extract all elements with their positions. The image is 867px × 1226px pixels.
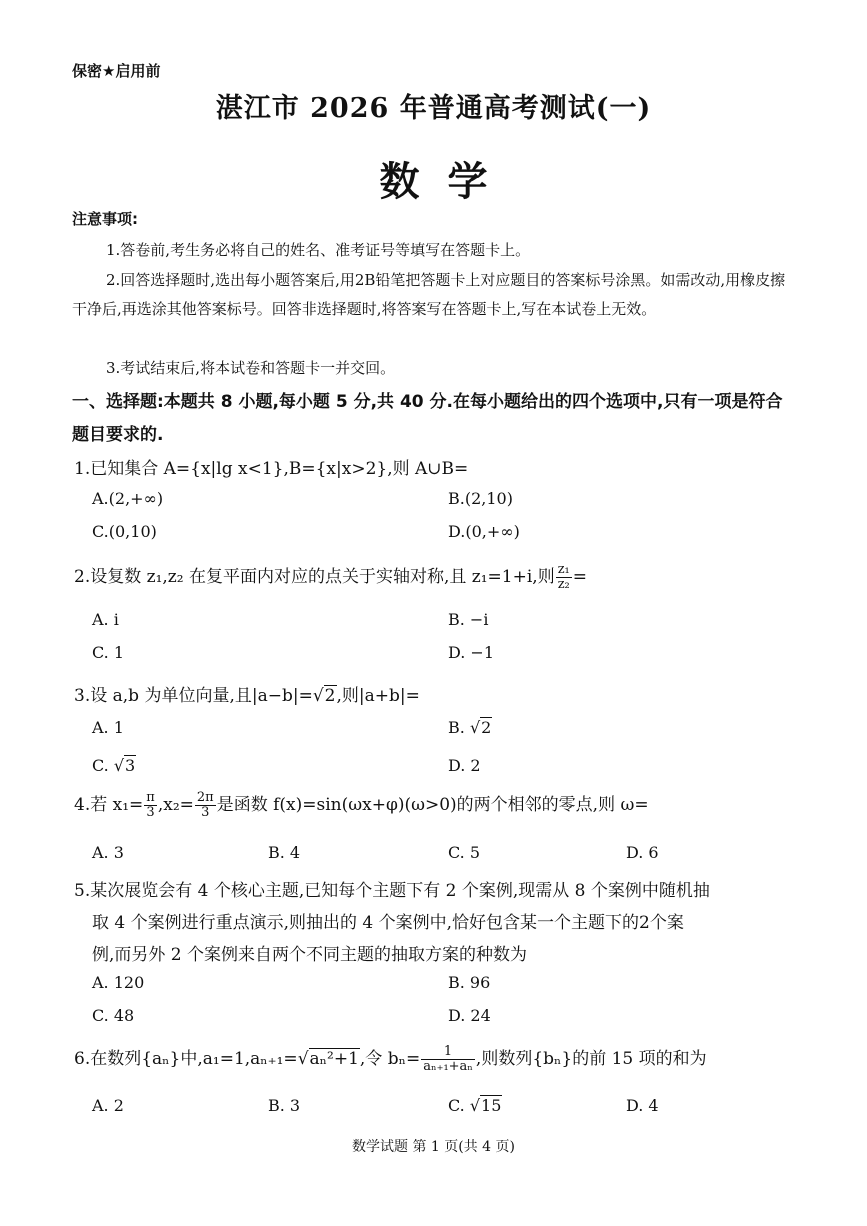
- q2-option-d: D. −1: [448, 643, 495, 662]
- question-4-stem: 4.若 x₁= $\frac{\pi}{3}$ ,x₂= $\frac{2\pi}{3}$ 是函数 f(x)=sin(ωx+φ)(ω>0)的两个相邻的零点,则 ω=: [74, 790, 649, 820]
- q1-option-b: B.(2,10): [448, 489, 513, 508]
- question-6-stem: 6.在数列{aₙ}中,a₁=1,aₙ₊₁=√aₙ²+1,令 bₙ= $\frac{1}{\text{aₙ₊₁+aₙ}}$ ,则数列{bₙ}的前 15 项的和为: [74, 1044, 707, 1074]
- q6-fraction: $\frac{1}{\text{aₙ₊₁+aₙ}}$: [423, 1044, 473, 1074]
- notice-item-3: 3.考试结束后,将本试卷和答题卡一并交回。: [106, 359, 396, 377]
- q4-option-a: A. 3: [92, 843, 124, 862]
- q4-fraction-1: $\frac{\pi}{3}$: [146, 790, 155, 820]
- q1-option-c: C.(0,10): [92, 522, 157, 541]
- q6-option-a: A. 2: [92, 1096, 124, 1115]
- question-5-stem-line-3: 例,而另外 2 个案例来自两个不同主题的抽取方案的种数为: [92, 945, 528, 965]
- q5-option-c: C. 48: [92, 1006, 135, 1025]
- q4-option-d: D. 6: [626, 843, 659, 862]
- question-2-stem: 2.设复数 z₁,z₂ 在复平面内对应的点关于实轴对称,且 z₁=1+i,则 $\frac{\text{z₁}}{\text{z₂}}$ =: [74, 562, 588, 592]
- q3-option-c: C. √3: [92, 756, 136, 775]
- q3-option-d: D. 2: [448, 756, 481, 775]
- q5-option-d: D. 24: [448, 1006, 491, 1025]
- q2-option-b: B. −i: [448, 610, 489, 629]
- question-5-stem-line-2: 取 4 个案例进行重点演示,则抽出的 4 个案例中,恰好包含某一个主题下的2个案: [92, 913, 684, 933]
- notice-heading: 注意事项:: [72, 210, 138, 228]
- q4-option-b: B. 4: [268, 843, 301, 862]
- q1-option-a: A.(2,+∞): [92, 489, 164, 508]
- section-heading: 一、选择题:本题共 8 小题,每小题 5 分,共 40 分.在每小题给出的四个选项中,只有一项是符合题目要求的.: [72, 392, 783, 445]
- q3-option-b: B. √2: [448, 718, 492, 737]
- q4-option-c: C. 5: [448, 843, 481, 862]
- exam-title: 湛江市 2026 年普通高考测试(一): [215, 93, 652, 124]
- q6-option-d: D. 4: [626, 1096, 659, 1115]
- page-footer: 数学试题 第 1 页(共 4 页): [352, 1139, 515, 1155]
- subject-title: 数学: [379, 158, 516, 205]
- q6-option-b: B. 3: [268, 1096, 301, 1115]
- question-1-stem: 1.已知集合 A={x|lg x<1},B={x|x>2},则 A∪B=: [74, 459, 469, 479]
- q1-option-d: D.(0,+∞): [448, 522, 520, 541]
- q6-option-c: C. √15: [448, 1096, 502, 1115]
- q2-option-c: C. 1: [92, 643, 125, 662]
- question-3-stem: 3.设 a,b 为单位向量,且|a−b|=√2,则|a+b|=: [74, 686, 420, 706]
- notice-item-2: 2.回答选择题时,选出每小题答案后,用2B铅笔把答题卡上对应题目的答案标号涂黑。如需改动,用橡皮擦干净后,再选涂其他答案标号。回答非选择题时,将答案写在答题卡上,写在本试卷上无效。: [72, 271, 786, 318]
- question-5-stem-line-1: 5.某次展览会有 4 个核心主题,已知每个主题下有 2 个案例,现需从 8 个案例中随机抽: [74, 881, 710, 901]
- confidential-label: 保密★启用前: [72, 62, 161, 80]
- notice-item-1: 1.答卷前,考生务必将自己的姓名、准考证号等填写在答题卡上。: [106, 241, 531, 259]
- q2-option-a: A. i: [92, 610, 119, 629]
- q5-option-a: A. 120: [92, 973, 145, 992]
- q3-option-a: A. 1: [92, 718, 124, 737]
- q2-fraction: $\frac{\text{z₁}}{\text{z₂}}$: [557, 562, 570, 592]
- q5-option-b: B. 96: [448, 973, 491, 992]
- q4-fraction-2: $\frac{2\pi}{3}$: [196, 790, 214, 820]
